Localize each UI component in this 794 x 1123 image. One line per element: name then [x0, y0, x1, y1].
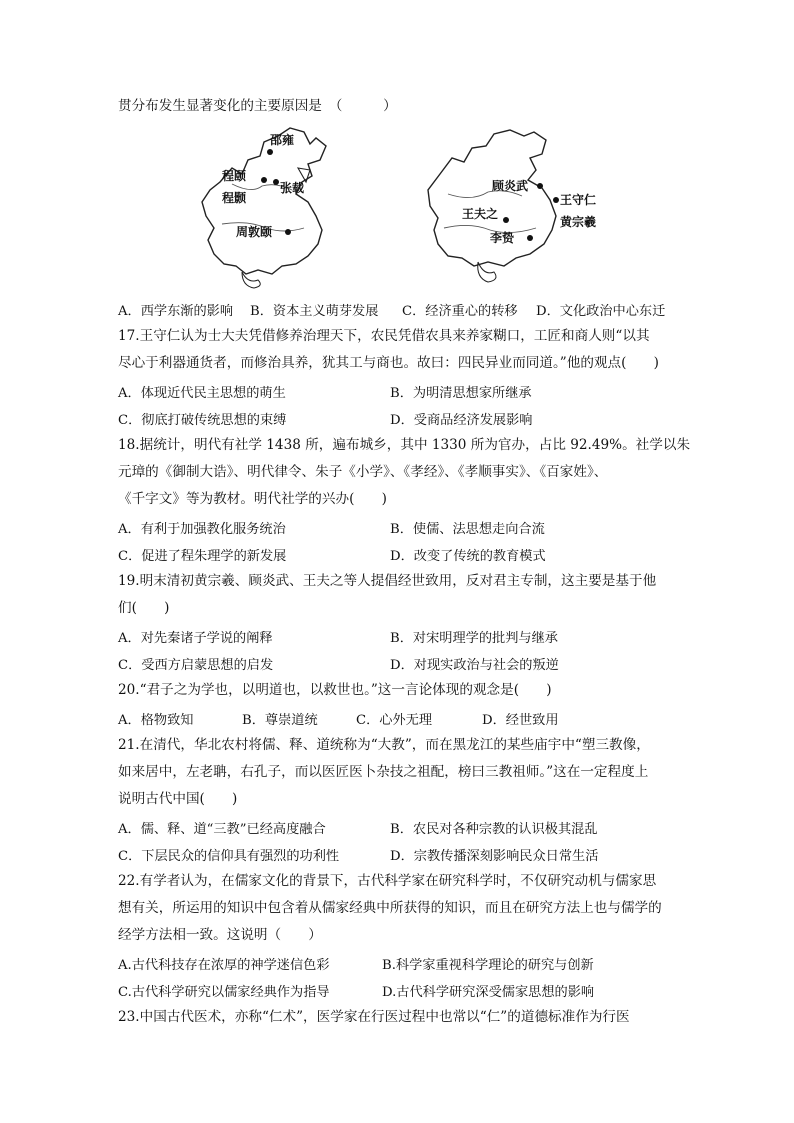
option-c[interactable]: C．下层民众的信仰具有强烈的功利性 [118, 849, 340, 864]
q22-stem-line: 想有关，所运用的知识中包含着从儒家经典中所获得的知识，而且在研究方法上也与儒学的 [118, 900, 662, 916]
q17-options [118, 382, 678, 432]
location-dot [537, 183, 543, 189]
option-b[interactable]: B.科学家重视科学理论的研究与创新 [382, 958, 594, 973]
map-label: 黄宗羲 [560, 215, 597, 229]
map-label: 张载 [280, 181, 305, 195]
q17-stem-line: 尽心于利器通货者，而修治具养，犹其工与商也。故曰：四民异业而同道。”他的观点( ) [118, 355, 659, 371]
option-d[interactable]: D．改变了传统的教育模式 [390, 549, 546, 564]
option-a[interactable]: A．体现近代民主思想的萌生 [118, 386, 286, 401]
location-dot [273, 179, 279, 185]
location-dot [285, 229, 291, 235]
location-dot [553, 197, 559, 203]
q22-options [118, 954, 678, 1004]
option-d[interactable]: D．经世致用 [482, 713, 559, 728]
location-dot [267, 149, 273, 155]
map-label: 李贽 [490, 231, 515, 245]
q20-options [118, 709, 678, 729]
q18-stem-line: 18.据统计，明代有社学 1438 所，遍布城乡，其中 1330 所为官办，占比 92.49%。社学以朱 [118, 437, 691, 453]
q17-stem-line: 17.王守仁认为士大夫凭借修养治理天下，农民凭借农具来养家糊口，工匠和商人则“以其 [118, 328, 650, 344]
option-a[interactable]: A．儒、释、道“三教”已经高度融合 [118, 822, 326, 837]
map-label: 王守仁 [560, 193, 597, 207]
option-c[interactable]: C．彻底打破传统思想的束缚 [118, 413, 287, 428]
option-b[interactable]: B．使儒、法思想走向合流 [390, 522, 545, 537]
q18-stem-line: 《千字文》等为教材。明代社学的兴办( ) [118, 491, 387, 507]
option-a[interactable]: A．对先秦诸子学说的阐释 [118, 631, 273, 646]
q19-stem-line: 们( ) [118, 600, 170, 616]
location-dot [503, 217, 509, 223]
option-c[interactable]: C．心外无理 [356, 713, 433, 728]
map-label: 程颐 [222, 169, 247, 183]
option-c[interactable]: C．促进了程朱理学的新发展 [118, 549, 287, 564]
q23-stem-line: 23.中国古代医术，亦称“仁术”，医学家在行医过程中也常以“仁”的道德标准作为行医 [118, 1009, 630, 1025]
q22-stem-line: 22.有学者认为，在儒家文化的背景下，古代科学家在研究科学时，不仅研究动机与儒家思 [118, 873, 657, 889]
q18-stem-line: 元璋的《御制大诰》、明代律令、朱子《小学》、《孝经》、《孝顺事实》、《百家姓》、 [118, 464, 608, 480]
option-b[interactable]: B．农民对各种宗教的认识极其混乱 [390, 822, 598, 837]
map-label: 王夫之 [462, 207, 499, 221]
q16-stem: 贯分布发生显著变化的主要原因是 （ ） [118, 98, 397, 114]
option-a[interactable]: A．西学东渐的影响 [118, 304, 234, 319]
option-c[interactable]: C．受西方启蒙思想的启发 [118, 658, 274, 673]
option-c[interactable]: C.古代科学研究以儒家经典作为指导 [118, 985, 330, 1000]
option-a[interactable]: A．格物致知 [118, 713, 194, 728]
q18-options [118, 518, 678, 568]
location-dot [261, 177, 267, 183]
option-b[interactable]: B．为明清思想家所继承 [390, 386, 532, 401]
option-a[interactable]: A.古代科技存在浓厚的神学迷信色彩 [118, 958, 330, 973]
map-ming-qing-thinkers [418, 128, 618, 288]
option-d[interactable]: D．文化政治中心东迁 [536, 304, 666, 319]
option-b[interactable]: B．尊崇道统 [242, 713, 318, 728]
q16-options [118, 300, 678, 320]
option-c[interactable]: C．经济重心的转移 [402, 304, 518, 319]
q21-options [118, 818, 678, 868]
option-d[interactable]: D.古代科学研究深受儒家思想的影响 [382, 985, 595, 1000]
q21-stem-line: 21.在清代，华北农村将儒、释、道统称为“大教”，而在黑龙江的某些庙宇中“塑三教像， [118, 737, 650, 753]
map-label: 周敦颐 [236, 225, 273, 239]
option-b[interactable]: B．对宋明理学的批判与继承 [390, 631, 558, 646]
q19-stem-line: 19.明末清初黄宗羲、顾炎武、王夫之等人提倡经世致用，反对君主专制，这主要是基于他 [118, 573, 657, 589]
q21-stem-line: 说明古代中国( ) [118, 791, 238, 807]
location-dot [527, 235, 533, 241]
q19-options [118, 627, 678, 677]
option-b[interactable]: B．资本主义萌芽发展 [250, 304, 379, 319]
option-a[interactable]: A．有利于加强教化服务统治 [118, 522, 286, 537]
q22-stem-line: 经学方法相一致。这说明（ ） [118, 927, 322, 943]
q20-stem-line: 20.“君子之为学也，以明道也，以救世也。”这一言论体现的观念是( ) [118, 682, 552, 698]
map-label: 程颢 [222, 191, 247, 205]
map-song-thinkers [192, 124, 342, 289]
option-d[interactable]: D．受商品经济发展影响 [390, 413, 533, 428]
q21-stem-line: 如来居中，左老聃，右孔子，而以医匠医卜杂技之祖配，榜曰三教祖师。”这在一定程度上 [118, 764, 649, 780]
option-d[interactable]: D．对现实政治与社会的叛逆 [390, 658, 559, 673]
option-d[interactable]: D．宗教传播深刻影响民众日常生活 [390, 849, 599, 864]
map-label: 顾炎武 [492, 179, 529, 193]
map-label: 邵雍 [270, 133, 295, 147]
